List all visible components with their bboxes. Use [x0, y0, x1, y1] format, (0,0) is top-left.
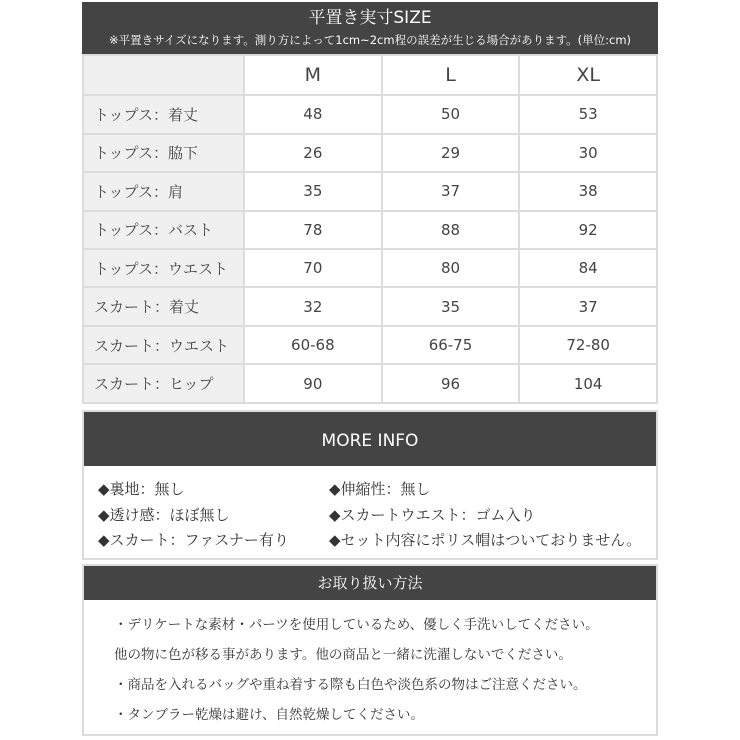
table-cell: 26: [245, 135, 381, 171]
table-cell: 35: [383, 288, 519, 324]
more-info-title: MORE INFO: [84, 412, 656, 466]
size-column-header: XL: [520, 56, 656, 94]
table-cell: 38: [520, 173, 656, 209]
table-row: [84, 250, 656, 286]
table-cell: 104: [520, 365, 656, 402]
row-label: トップス：ウエスト: [84, 250, 243, 286]
table-cell: 48: [245, 96, 381, 132]
size-column-header: L: [383, 56, 519, 94]
size-table-corner: [84, 56, 243, 94]
size-table: [82, 54, 658, 404]
table-cell: 37: [520, 288, 656, 324]
table-row: [84, 212, 656, 248]
care-item: 他の物に色が移る事があります。他の商品と一緒に洗濯しないでください。: [114, 647, 572, 663]
table-cell: 80: [383, 250, 519, 286]
more-info-item: ◆伸縮性：無し: [329, 480, 431, 498]
care-item: ・商品を入れるバッグや重ね着する際も白色や淡色系の物はご注意ください。: [114, 677, 587, 693]
table-cell: 96: [383, 365, 519, 402]
table-cell: 37: [383, 173, 519, 209]
care-item: ・デリケートな素材・パーツを使用しているため、優しく手洗いしてください。: [114, 617, 599, 633]
table-cell: 84: [520, 250, 656, 286]
size-table-header-row: [84, 56, 656, 94]
table-cell: 30: [520, 135, 656, 171]
care-item: ・タンブラー乾燥は避け、自然乾燥してください。: [114, 707, 424, 723]
row-label: トップス：肩: [84, 173, 243, 209]
table-cell: 90: [245, 365, 381, 402]
row-label: スカート：着丈: [84, 288, 243, 324]
more-info-item: ◆裏地：無し: [98, 480, 185, 498]
row-label: トップス：バスト: [84, 212, 243, 248]
table-row: [84, 365, 656, 402]
table-cell: 53: [520, 96, 656, 132]
table-cell: 92: [520, 212, 656, 248]
care-list: [84, 600, 656, 730]
row-label: トップス：脇下: [84, 135, 243, 171]
table-cell: 70: [245, 250, 381, 286]
table-cell: 60-68: [245, 327, 381, 363]
more-info-item: ◆透け感：ほぼ無し: [98, 505, 230, 524]
row-label: スカート：ウエスト: [84, 327, 243, 363]
more-info-item: ◆スカートウエスト：ゴム入り: [329, 505, 536, 524]
table-row: [84, 173, 656, 209]
size-chart-note: ※平置きサイズになります。測り方によって1cm~2cm程の誤差が生じる場合があります。(単位:cm): [108, 33, 632, 47]
table-cell: 35: [245, 173, 381, 209]
table-row: [84, 96, 656, 132]
more-info-item: ◆セット内容にポリス帽はついておりません。: [329, 531, 642, 549]
more-info-item: ◆スカート：ファスナー有り: [98, 531, 289, 549]
table-cell: 50: [383, 96, 519, 132]
size-chart-title: 平置き実寸SIZE: [308, 8, 432, 28]
table-cell: 88: [383, 212, 519, 248]
more-info-list: [84, 466, 656, 553]
more-info-section: [82, 410, 658, 560]
row-label: スカート：ヒップ: [84, 365, 243, 402]
table-cell: 29: [383, 135, 519, 171]
table-row: [84, 135, 656, 171]
row-label: トップス：着丈: [84, 96, 243, 132]
size-chart-header: [82, 2, 658, 54]
table-cell: 78: [245, 212, 381, 248]
care-section: [82, 564, 658, 736]
size-column-header: M: [245, 56, 381, 94]
table-cell: 66-75: [383, 327, 519, 363]
table-cell: 32: [245, 288, 381, 324]
table-row: [84, 288, 656, 324]
table-cell: 72-80: [520, 327, 656, 363]
care-title: お取り扱い方法: [84, 566, 656, 600]
table-row: [84, 327, 656, 363]
